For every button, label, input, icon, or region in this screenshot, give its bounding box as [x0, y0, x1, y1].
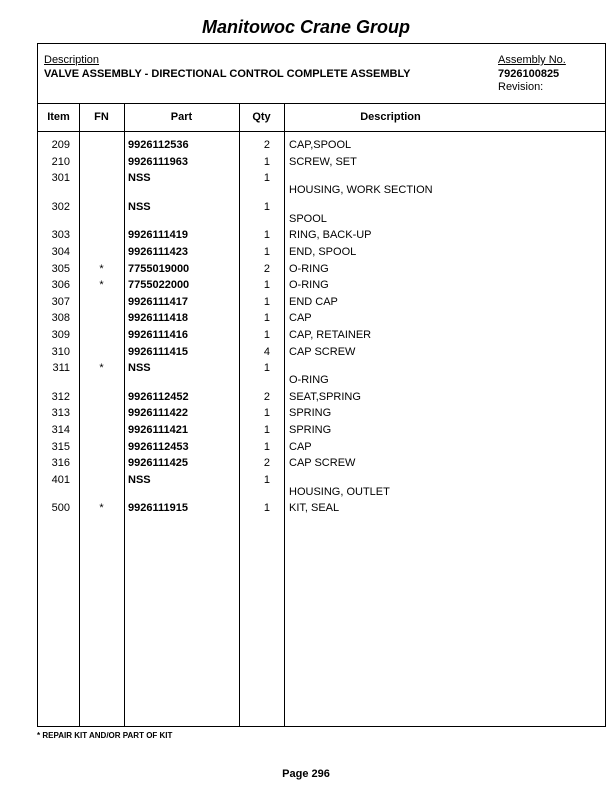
row-quantity: 1	[263, 407, 270, 420]
row-part-number: 9926111423	[128, 246, 188, 258]
row-part-number: 7755022000	[128, 279, 190, 292]
row-part-number: 9926111421	[128, 424, 188, 436]
row-description: O-RING	[289, 374, 329, 387]
row-item-number-text: 313	[51, 407, 70, 420]
row-quantity: 1	[263, 424, 270, 436]
row-item-number-text: 310	[51, 345, 70, 358]
row-part-number: 9926112452	[128, 390, 189, 403]
row-quantity: 1	[263, 312, 270, 325]
row-description: O-RING	[289, 279, 329, 292]
row-item-number-text: 312	[51, 390, 70, 403]
row-item-number-text: 309	[51, 329, 70, 341]
row-item-number	[38, 407, 79, 419]
row-item-number-text: 401	[51, 473, 70, 486]
row-quantity: 1	[263, 200, 270, 213]
row-item-number	[38, 296, 79, 308]
row-part-number: 9926111416	[128, 329, 188, 341]
row-part-number: NSS	[128, 172, 151, 185]
row-quantity: 1	[263, 279, 270, 292]
row-item-number	[38, 139, 79, 151]
footnote: * REPAIR KIT AND/OR PART OF KIT	[37, 731, 173, 740]
row-item-number-text: 307	[51, 295, 70, 308]
row-quantity: 1	[263, 155, 270, 168]
column-divider	[284, 104, 285, 726]
row-item-number	[38, 502, 79, 514]
row-description: SEAT,SPRING	[289, 390, 361, 403]
row-description: CAP, RETAINER	[289, 329, 372, 341]
row-item-number-text: 314	[51, 424, 70, 436]
row-description: HOUSING, WORK SECTION	[289, 184, 433, 197]
row-item-number	[38, 172, 79, 184]
row-part-number: NSS	[128, 362, 151, 375]
row-item-number-text: 308	[51, 312, 70, 325]
column-divider	[79, 104, 80, 726]
row-description: CAP SCREW	[289, 457, 356, 470]
row-item-number	[38, 201, 79, 213]
row-item-number	[38, 424, 79, 436]
assembly-header	[38, 44, 605, 104]
row-item-number	[38, 457, 79, 469]
document-title: Manitowoc Crane Group	[201, 17, 410, 37]
row-item-number	[38, 229, 79, 241]
row-description: END, SPOOL	[289, 246, 357, 258]
row-part-number: 9926112536	[128, 139, 189, 151]
row-item-number-text: 301	[51, 172, 70, 185]
row-part-number: NSS	[128, 200, 151, 213]
row-description: HOUSING, OUTLET	[289, 485, 390, 498]
row-quantity: 2	[263, 262, 270, 275]
parts-table-frame	[37, 43, 606, 727]
row-part-number: 9926111963	[128, 155, 188, 168]
row-fn-marker: *	[99, 362, 104, 375]
column-header-item: Item	[47, 111, 70, 123]
row-item-number	[38, 474, 79, 486]
row-item-number	[38, 391, 79, 403]
row-part-number: 9926111418	[128, 312, 188, 325]
row-part-number: 7755019000	[128, 262, 190, 275]
row-item-number	[38, 362, 79, 374]
row-quantity: 1	[263, 502, 270, 515]
row-part-number: NSS	[128, 473, 151, 486]
row-quantity: 1	[263, 362, 270, 375]
row-item-number	[38, 263, 79, 275]
row-item-number-text: 210	[51, 155, 70, 168]
column-header-fn: FN	[94, 111, 109, 123]
row-description: CAP,SPOOL	[289, 139, 352, 151]
row-quantity: 1	[263, 172, 270, 185]
column-header-description: Description	[360, 111, 421, 123]
row-part-number: 9926111417	[128, 295, 188, 308]
row-description: SPRING	[289, 424, 332, 436]
row-quantity: 1	[263, 246, 270, 258]
row-part-number: 9926111915	[128, 502, 188, 515]
row-fn-marker: *	[99, 262, 104, 275]
row-item-number-text: 304	[51, 246, 70, 258]
row-item-number-text: 316	[51, 457, 70, 470]
row-quantity: 1	[263, 440, 270, 453]
row-item-number	[38, 246, 79, 258]
row-description: END CAP	[289, 295, 338, 308]
row-description: CAP SCREW	[289, 345, 356, 358]
row-description: SPOOL	[289, 212, 327, 225]
row-item-number-text: 311	[52, 362, 70, 375]
row-item-number-text: 303	[51, 229, 70, 242]
row-item-number-text: 209	[51, 139, 70, 151]
row-description: SCREW, SET	[289, 155, 357, 168]
row-item-number	[38, 346, 79, 358]
row-item-number	[38, 279, 79, 291]
row-quantity: 4	[263, 345, 270, 358]
description-value: VALVE ASSEMBLY - DIRECTIONAL CONTROL COMPLETE ASSEMBLY	[44, 68, 411, 80]
row-part-number: 9926111415	[128, 345, 188, 358]
row-description: SPRING	[289, 407, 332, 420]
assembly-number-value: 7926100825	[498, 68, 560, 80]
row-quantity: 2	[263, 139, 270, 151]
row-part-number: 9926111422	[128, 407, 188, 420]
column-header-part: Part	[170, 111, 193, 123]
row-quantity: 1	[263, 229, 270, 242]
row-quantity: 2	[263, 390, 270, 403]
row-item-number	[38, 441, 79, 453]
row-part-number: 9926111419	[128, 229, 188, 242]
row-item-number-text: 306	[51, 279, 70, 292]
column-divider	[124, 104, 125, 726]
row-item-number-text: 302	[51, 200, 70, 213]
description-label: Description	[44, 54, 100, 66]
row-quantity: 1	[263, 295, 270, 308]
row-quantity: 1	[263, 329, 270, 341]
row-description: KIT, SEAL	[289, 502, 340, 515]
row-quantity: 1	[263, 473, 270, 486]
row-description: CAP	[289, 312, 312, 325]
row-description: CAP	[289, 440, 312, 453]
row-item-number-text: 315	[51, 440, 70, 453]
revision-label: Revision:	[498, 81, 544, 93]
row-fn-marker: *	[99, 502, 104, 515]
row-item-number	[38, 156, 79, 168]
row-item-number	[38, 312, 79, 324]
column-header-qty: Qty	[252, 111, 271, 123]
page-number: Page 296	[282, 768, 330, 780]
row-fn-marker: *	[99, 279, 104, 292]
row-quantity: 2	[263, 457, 270, 470]
row-item-number	[38, 329, 79, 341]
row-part-number: 9926111425	[128, 457, 188, 470]
row-description: O-RING	[289, 262, 329, 275]
row-item-number-text: 305	[51, 262, 70, 275]
assembly-number-label: Assembly No.	[498, 54, 566, 66]
row-item-number-text: 500	[51, 502, 70, 515]
row-description: RING, BACK-UP	[289, 229, 372, 242]
row-part-number: 9926112453	[128, 440, 189, 453]
